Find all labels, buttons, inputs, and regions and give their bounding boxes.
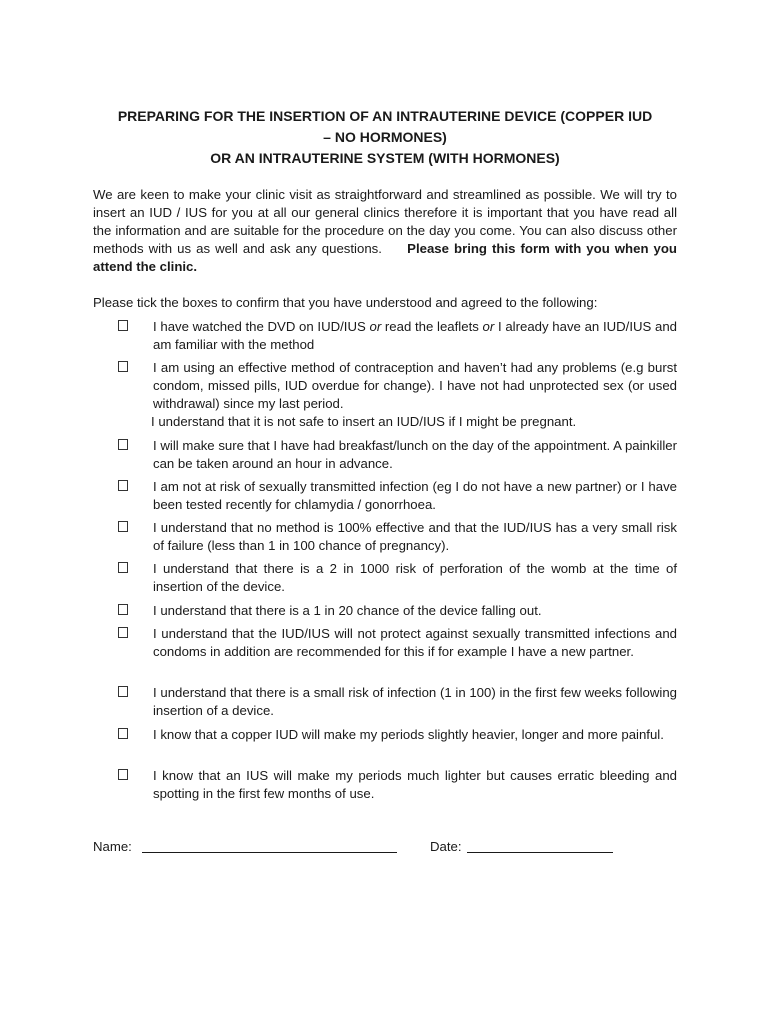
item-text: I will make sure that I have had breakfast/lunch on the day of the appointment. A painkiller can be taken around an hour in advance.	[153, 438, 677, 471]
checkbox[interactable]	[118, 686, 128, 697]
title-line-3: OR AN INTRAUTERINE SYSTEM (WITH HORMONES)	[210, 150, 560, 166]
checklist-item-text	[153, 726, 677, 744]
checkbox[interactable]	[118, 562, 128, 573]
checkbox[interactable]	[118, 320, 128, 331]
checkbox[interactable]	[118, 361, 128, 372]
item-text: I understand that there is a small risk of infection (1 in 100) in the first few weeks following insertion of a device.	[153, 685, 677, 718]
checkbox[interactable]	[118, 604, 128, 615]
name-field[interactable]	[142, 852, 397, 853]
checklist-item-text	[153, 519, 677, 555]
item-text: I have watched the DVD on IUD/IUS or read the leaflets or I already have an IUD/IUS and am familiar with the method	[153, 319, 678, 352]
item-extra-text: I understand that it is not safe to insert an IUD/IUS if I might be pregnant.	[151, 414, 577, 429]
item-text: I understand that the IUD/IUS will not protect against sexually transmitted infections and condoms in addition are recommended for this if for example I have a new partner.	[153, 626, 677, 659]
name-label: Name:	[93, 839, 132, 854]
checklist-item-text	[153, 625, 677, 661]
item-text: I am not at risk of sexually transmitted infection (eg I do not have a new partner) or I have been tested recently for chlamydia / gonorrhoea.	[153, 479, 677, 512]
checkbox[interactable]	[118, 480, 128, 491]
title-line-2: – NO HORMONES)	[323, 129, 447, 145]
intro-text: We are keen to make your clinic visit as straightforward and streamlined as possible. We will try to insert an IUD / IUS for you at all our general clinics therefore it is important that you have read all the information and are suitable for the procedure on the day you come. You can also discuss other methods with us as well and ask any questions.	[93, 187, 677, 256]
checklist-item-text	[153, 478, 677, 514]
item-text: I know that an IUS will make my periods much lighter but causes erratic bleeding and spotting in the first few months of use.	[153, 768, 677, 801]
item-text: I am using an effective method of contraception and haven’t had any problems (e.g burst condom, missed pills, IUD overdue for change). I have not had unprotected sex (or used withdrawal) since my last period.	[153, 360, 677, 411]
checklist-item-text	[153, 359, 677, 431]
date-field[interactable]	[467, 852, 613, 853]
item-text: I understand that there is a 1 in 20 chance of the device falling out.	[153, 603, 542, 618]
checklist-item-text	[153, 318, 677, 354]
form-title	[90, 106, 680, 169]
instruction-text: Please tick the boxes to confirm that you have understood and agreed to the following:	[93, 295, 598, 310]
checkbox[interactable]	[118, 769, 128, 780]
item-text: I understand that no method is 100% effective and that the IUD/IUS has a very small risk of failure (less than 1 in 100 chance of pregnancy).	[153, 520, 677, 553]
checkbox[interactable]	[118, 439, 128, 450]
item-text: I understand that there is a 2 in 1000 risk of perforation of the womb at the time of insertion of the device.	[153, 561, 677, 594]
signature-row	[93, 838, 677, 858]
intro-paragraph	[93, 186, 677, 276]
checklist-item-text	[153, 684, 677, 720]
checkbox[interactable]	[118, 521, 128, 532]
title-line-1: PREPARING FOR THE INSERTION OF AN INTRAUTERINE DEVICE (COPPER IUD	[117, 108, 653, 124]
date-label: Date:	[430, 839, 462, 854]
checklist-item-text	[153, 602, 677, 620]
intro-bold-text: Please bring this form with you when you attend the clinic.	[93, 241, 677, 274]
checkbox[interactable]	[118, 728, 128, 739]
checklist-item-text	[153, 437, 677, 473]
checklist-item-text	[153, 767, 677, 803]
checkbox[interactable]	[118, 627, 128, 638]
checklist-item-text	[153, 560, 677, 596]
item-text: I know that a copper IUD will make my periods slightly heavier, longer and more painful.	[153, 727, 664, 742]
